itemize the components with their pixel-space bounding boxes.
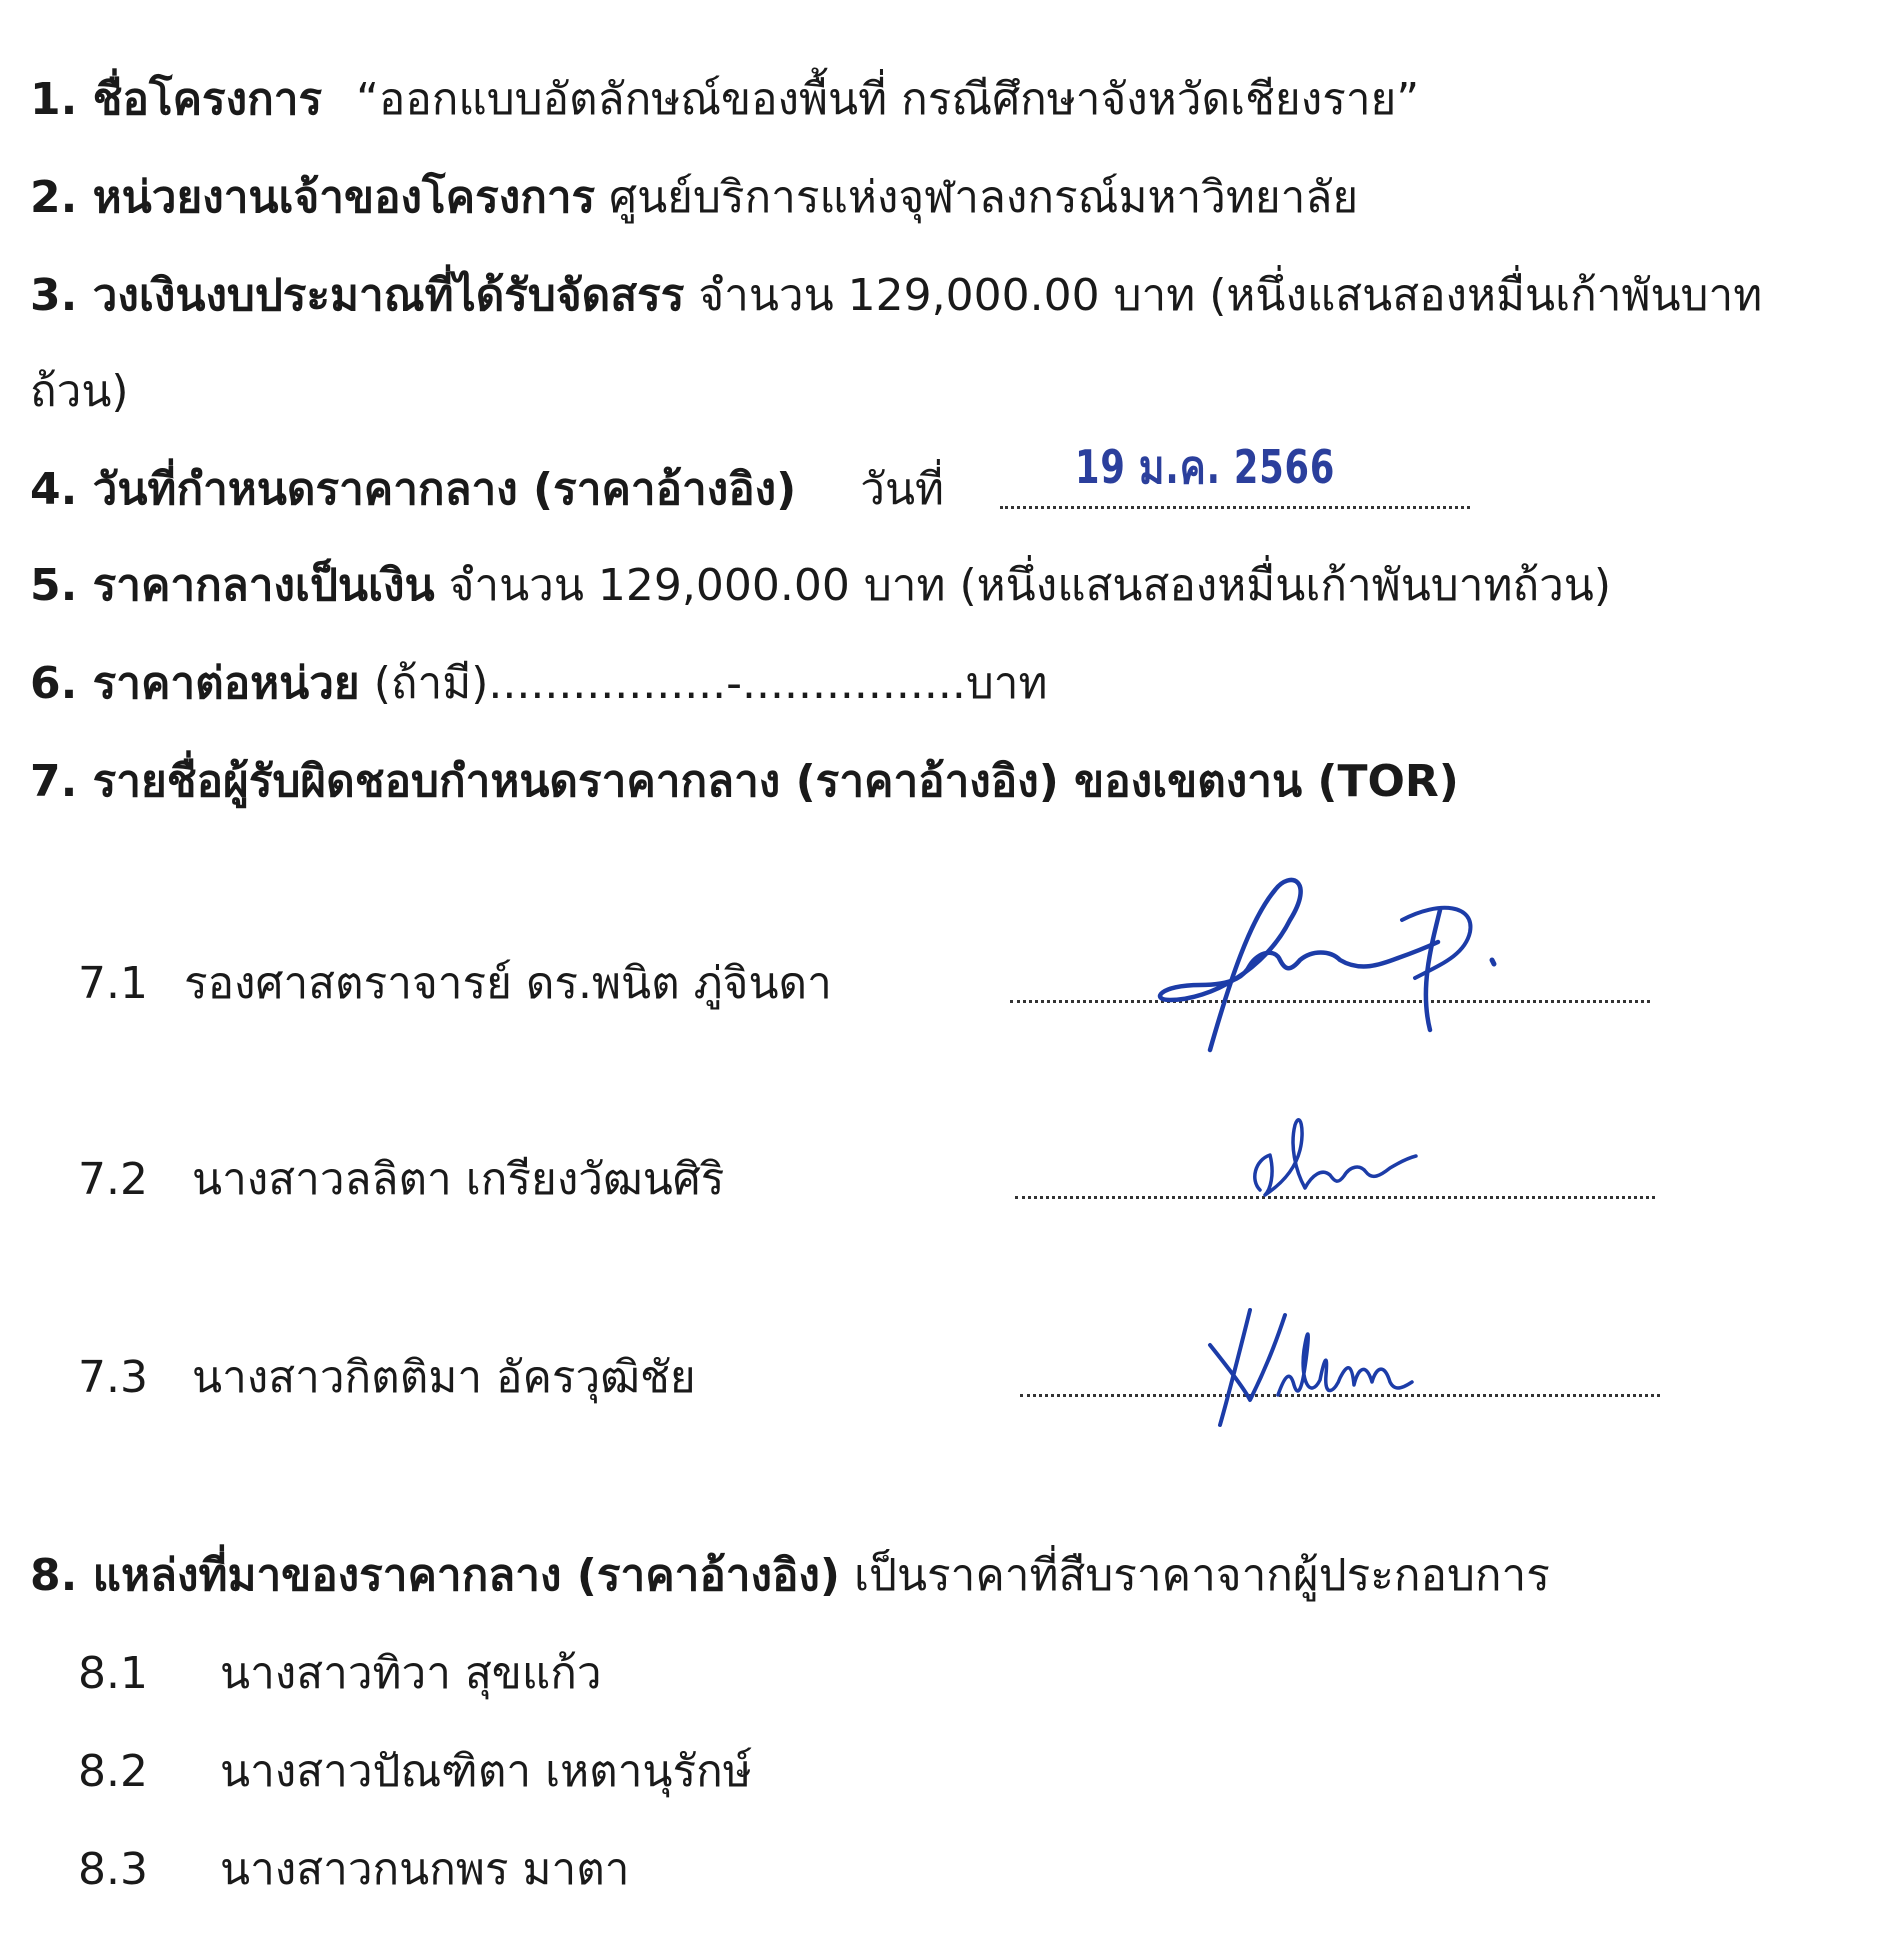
- item-5: [30, 556, 1611, 616]
- member-row: [78, 1348, 696, 1408]
- item-4: [30, 460, 944, 520]
- item-2: [30, 168, 1358, 228]
- item-8-value: เป็นราคาที่สืบราคาจากผู้ประกอบการ: [853, 1550, 1550, 1601]
- source-num: 8.1: [78, 1648, 148, 1699]
- item-6: [30, 654, 1047, 714]
- item-3-label: 3. วงเงินงบประมาณที่ได้รับจัดสรร: [30, 270, 685, 321]
- item-5-label: 5. ราคากลางเป็นเงิน: [30, 560, 435, 611]
- item-6-value: (ถ้ามี).................-................บาท: [373, 658, 1048, 709]
- member-row: [78, 954, 832, 1014]
- item-6-label: 6. ราคาต่อหน่วย: [30, 658, 360, 709]
- signature-7-1: [1140, 860, 1560, 1060]
- date-dotted-line: [1000, 506, 1470, 509]
- source-name: นางสาวปัณฑิตา เหตานุรักษ์: [220, 1746, 752, 1797]
- source-name: นางสาวกนกพร มาตา: [220, 1844, 630, 1895]
- item-3-value-cont: ถ้วน): [30, 366, 129, 417]
- source-row: [78, 1644, 602, 1704]
- item-1: [30, 70, 1419, 130]
- source-row: [78, 1840, 630, 1900]
- item-3-value: จำนวน 129,000.00 บาท (หนึ่งแสนสองหมื่นเก้าพันบาท: [698, 270, 1763, 321]
- member-name: รองศาสตราจารย์ ดร.พนิต ภู่จินดา: [184, 958, 832, 1009]
- signature-7-2: [1240, 1100, 1420, 1210]
- item-7-label: 7. รายชื่อผู้รับผิดชอบกำหนดราคากลาง (ราคาอ้างอิง) ของเขตงาน (TOR): [30, 756, 1459, 807]
- item-3-continuation: [30, 362, 129, 422]
- item-7: [30, 752, 1459, 812]
- source-name: นางสาวทิวา สุขแก้ว: [220, 1648, 602, 1699]
- item-4-label: 4. วันที่กำหนดราคากลาง (ราคาอ้างอิง): [30, 464, 797, 515]
- source-num: 8.2: [78, 1746, 148, 1797]
- member-name: นางสาวลลิตา เกรียงวัฒนศิริ: [192, 1154, 725, 1205]
- member-num: 7.3: [78, 1352, 148, 1403]
- member-name: นางสาวกิตติมา อัครวุฒิชัย: [192, 1352, 696, 1403]
- source-num: 8.3: [78, 1844, 148, 1895]
- signature-7-3: [1190, 1290, 1420, 1430]
- item-5-value: จำนวน 129,000.00 บาท (หนึ่งแสนสองหมื่นเก้าพันบาทถ้วน): [448, 560, 1612, 611]
- item-2-value: ศูนย์บริการแห่งจุฬาลงกรณ์มหาวิทยาลัย: [609, 172, 1359, 223]
- item-3: [30, 266, 1762, 326]
- item-8: [30, 1546, 1550, 1606]
- member-num: 7.1: [78, 958, 148, 1009]
- item-8-label: 8. แหล่งที่มาของราคากลาง (ราคาอ้างอิง): [30, 1550, 840, 1601]
- item-4-date-label: วันที่: [860, 464, 945, 515]
- item-2-label: 2. หน่วยงานเจ้าของโครงการ: [30, 172, 596, 223]
- member-row: [78, 1150, 724, 1210]
- item-1-label: 1. ชื่อโครงการ: [30, 74, 323, 125]
- member-num: 7.2: [78, 1154, 148, 1205]
- item-1-value: “ออกแบบอัตลักษณ์ของพื้นที่ กรณีศึกษาจังหวัดเชียงราย”: [356, 74, 1420, 125]
- date-stamp: 19 ม.ค. 2566: [1075, 440, 1336, 494]
- source-row: [78, 1742, 752, 1802]
